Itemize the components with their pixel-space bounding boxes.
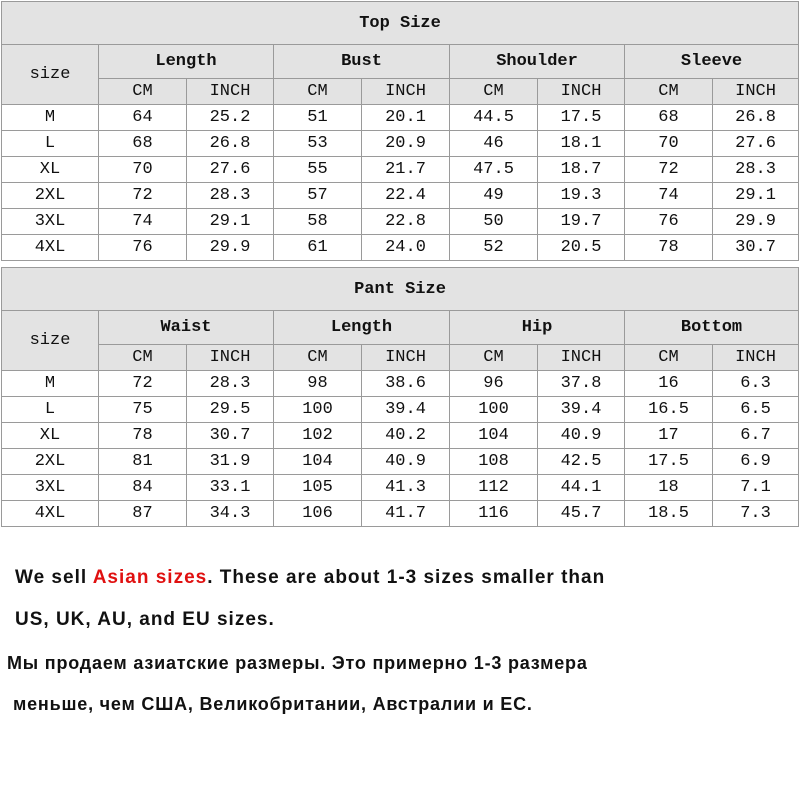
- measurement-cell: 104: [450, 423, 538, 449]
- size-column-header: size: [2, 311, 99, 371]
- measurement-cell: 16: [625, 371, 713, 397]
- note-text: . These are about 1-3 sizes smaller than: [207, 567, 606, 588]
- measurement-cell: 22.4: [362, 183, 450, 209]
- measurement-cell: 72: [99, 371, 187, 397]
- measurement-cell: 22.8: [362, 209, 450, 235]
- unit-header-row: [2, 79, 799, 105]
- measurement-cell: 7.1: [713, 475, 799, 501]
- table-row: [2, 501, 799, 527]
- measurement-cell: 29.5: [187, 397, 274, 423]
- english-note-line-2: US, UK, AU, and EU sizes.: [15, 609, 275, 630]
- measurement-cell: 52: [450, 235, 538, 261]
- measurement-cell: 41.7: [362, 501, 450, 527]
- measurement-cell: 105: [274, 475, 362, 501]
- unit-header: CM: [450, 345, 538, 371]
- top-size-body: [2, 2, 799, 261]
- unit-header: CM: [450, 79, 538, 105]
- size-label: 4XL: [2, 235, 99, 261]
- measurement-cell: 40.9: [362, 449, 450, 475]
- unit-header: INCH: [187, 79, 274, 105]
- unit-header: INCH: [538, 79, 625, 105]
- measurement-cell: 68: [99, 131, 187, 157]
- measurement-header: Hip: [450, 311, 625, 345]
- asian-sizes-highlight: Asian sizes: [92, 567, 208, 588]
- table-row: [2, 397, 799, 423]
- top-size-table: [1, 1, 799, 261]
- table-row: [2, 235, 799, 261]
- size-column-header: size: [2, 45, 99, 105]
- measurement-cell: 6.5: [713, 397, 799, 423]
- measurement-cell: 76: [625, 209, 713, 235]
- measurement-header: Bust: [274, 45, 450, 79]
- size-label: 2XL: [2, 183, 99, 209]
- size-label: XL: [2, 423, 99, 449]
- measurement-cell: 44.1: [538, 475, 625, 501]
- measurement-header: Bottom: [625, 311, 799, 345]
- measurement-cell: 58: [274, 209, 362, 235]
- measurement-cell: 75: [99, 397, 187, 423]
- measurement-cell: 106: [274, 501, 362, 527]
- measurement-cell: 6.9: [713, 449, 799, 475]
- size-label: M: [2, 371, 99, 397]
- table-row: [2, 449, 799, 475]
- unit-header: CM: [99, 345, 187, 371]
- measurement-cell: 102: [274, 423, 362, 449]
- measurement-header: Waist: [99, 311, 274, 345]
- measurement-cell: 78: [99, 423, 187, 449]
- unit-header: CM: [274, 345, 362, 371]
- table-row: [2, 475, 799, 501]
- measurement-cell: 26.8: [187, 131, 274, 157]
- table-row: [2, 105, 799, 131]
- table-title: Pant Size: [2, 268, 799, 311]
- measurement-cell: 47.5: [450, 157, 538, 183]
- measurement-cell: 84: [99, 475, 187, 501]
- note-text: We sell: [15, 567, 93, 588]
- measurement-cell: 45.7: [538, 501, 625, 527]
- measurement-cell: 30.7: [187, 423, 274, 449]
- unit-header: INCH: [187, 345, 274, 371]
- unit-header: CM: [274, 79, 362, 105]
- size-label: L: [2, 397, 99, 423]
- measurement-cell: 98: [274, 371, 362, 397]
- measurement-cell: 33.1: [187, 475, 274, 501]
- title-row: [2, 2, 799, 45]
- measurement-cell: 100: [450, 397, 538, 423]
- unit-header: CM: [99, 79, 187, 105]
- measurement-cell: 20.5: [538, 235, 625, 261]
- unit-header: INCH: [538, 345, 625, 371]
- measurement-cell: 74: [99, 209, 187, 235]
- measurement-cell: 24.0: [362, 235, 450, 261]
- table-row: [2, 371, 799, 397]
- measurement-cell: 42.5: [538, 449, 625, 475]
- unit-header-row: [2, 345, 799, 371]
- size-label: L: [2, 131, 99, 157]
- unit-header: CM: [625, 345, 713, 371]
- measurement-cell: 116: [450, 501, 538, 527]
- measurement-cell: 64: [99, 105, 187, 131]
- measurement-cell: 49: [450, 183, 538, 209]
- measurement-cell: 40.2: [362, 423, 450, 449]
- measurement-cell: 31.9: [187, 449, 274, 475]
- size-label: M: [2, 105, 99, 131]
- measurement-cell: 16.5: [625, 397, 713, 423]
- measurement-cell: 78: [625, 235, 713, 261]
- measurement-cell: 29.9: [187, 235, 274, 261]
- measurement-cell: 30.7: [713, 235, 799, 261]
- unit-header: CM: [625, 79, 713, 105]
- table-row: [2, 131, 799, 157]
- measurement-cell: 68: [625, 105, 713, 131]
- group-header-row: [2, 311, 799, 345]
- measurement-cell: 29.1: [187, 209, 274, 235]
- size-label: 3XL: [2, 475, 99, 501]
- measurement-cell: 18.5: [625, 501, 713, 527]
- group-header-row: [2, 45, 799, 79]
- unit-header: INCH: [362, 345, 450, 371]
- measurement-cell: 26.8: [713, 105, 799, 131]
- unit-header: INCH: [362, 79, 450, 105]
- measurement-cell: 6.3: [713, 371, 799, 397]
- measurement-cell: 96: [450, 371, 538, 397]
- russian-note-line-2: меньше, чем США, Великобритании, Австралии и ЕС.: [13, 694, 533, 714]
- size-label: 3XL: [2, 209, 99, 235]
- measurement-cell: 44.5: [450, 105, 538, 131]
- measurement-cell: 17: [625, 423, 713, 449]
- measurement-cell: 20.1: [362, 105, 450, 131]
- measurement-cell: 18: [625, 475, 713, 501]
- measurement-cell: 38.6: [362, 371, 450, 397]
- measurement-cell: 81: [99, 449, 187, 475]
- measurement-cell: 27.6: [713, 131, 799, 157]
- measurement-cell: 70: [99, 157, 187, 183]
- measurement-header: Length: [99, 45, 274, 79]
- measurement-cell: 53: [274, 131, 362, 157]
- measurement-cell: 17.5: [625, 449, 713, 475]
- measurement-cell: 74: [625, 183, 713, 209]
- measurement-header: Shoulder: [450, 45, 625, 79]
- pant-size-table: [1, 267, 799, 527]
- measurement-cell: 57: [274, 183, 362, 209]
- measurement-cell: 112: [450, 475, 538, 501]
- measurement-cell: 37.8: [538, 371, 625, 397]
- measurement-cell: 87: [99, 501, 187, 527]
- size-label: XL: [2, 157, 99, 183]
- measurement-cell: 17.5: [538, 105, 625, 131]
- measurement-cell: 34.3: [187, 501, 274, 527]
- measurement-cell: 20.9: [362, 131, 450, 157]
- english-note-line-1: [15, 567, 605, 589]
- measurement-cell: 27.6: [187, 157, 274, 183]
- measurement-cell: 61: [274, 235, 362, 261]
- measurement-cell: 28.3: [713, 157, 799, 183]
- russian-note-line-1: Мы продаем азиатские размеры. Это примерно 1-3 размера: [7, 653, 588, 673]
- size-label: 2XL: [2, 449, 99, 475]
- measurement-cell: 72: [99, 183, 187, 209]
- measurement-cell: 104: [274, 449, 362, 475]
- measurement-cell: 6.7: [713, 423, 799, 449]
- measurement-cell: 21.7: [362, 157, 450, 183]
- measurement-cell: 39.4: [362, 397, 450, 423]
- measurement-cell: 7.3: [713, 501, 799, 527]
- measurement-cell: 108: [450, 449, 538, 475]
- measurement-cell: 46: [450, 131, 538, 157]
- measurement-header: Length: [274, 311, 450, 345]
- measurement-cell: 25.2: [187, 105, 274, 131]
- table-row: [2, 183, 799, 209]
- measurement-cell: 19.7: [538, 209, 625, 235]
- unit-header: INCH: [713, 345, 799, 371]
- pant-size-body: [2, 268, 799, 527]
- measurement-cell: 39.4: [538, 397, 625, 423]
- measurement-cell: 72: [625, 157, 713, 183]
- measurement-cell: 51: [274, 105, 362, 131]
- measurement-header: Sleeve: [625, 45, 799, 79]
- measurement-cell: 40.9: [538, 423, 625, 449]
- measurement-cell: 28.3: [187, 371, 274, 397]
- measurement-cell: 41.3: [362, 475, 450, 501]
- measurement-cell: 70: [625, 131, 713, 157]
- size-label: 4XL: [2, 501, 99, 527]
- measurement-cell: 28.3: [187, 183, 274, 209]
- measurement-cell: 29.9: [713, 209, 799, 235]
- measurement-cell: 29.1: [713, 183, 799, 209]
- measurement-cell: 19.3: [538, 183, 625, 209]
- measurement-cell: 18.7: [538, 157, 625, 183]
- measurement-cell: 18.1: [538, 131, 625, 157]
- unit-header: INCH: [713, 79, 799, 105]
- table-row: [2, 157, 799, 183]
- measurement-cell: 55: [274, 157, 362, 183]
- table-title: Top Size: [2, 2, 799, 45]
- table-row: [2, 209, 799, 235]
- table-row: [2, 423, 799, 449]
- measurement-cell: 76: [99, 235, 187, 261]
- title-row: [2, 268, 799, 311]
- measurement-cell: 100: [274, 397, 362, 423]
- measurement-cell: 50: [450, 209, 538, 235]
